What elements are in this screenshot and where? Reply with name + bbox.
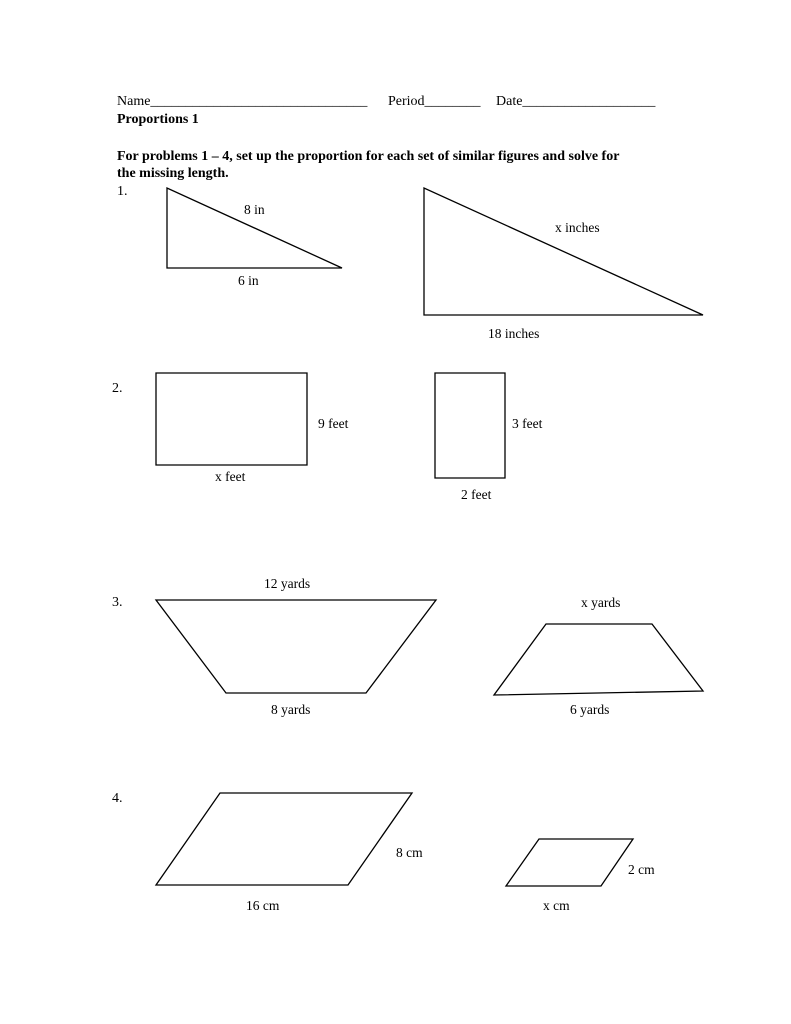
problem-1-base-label: 6 in — [238, 273, 259, 288]
large-right-triangle — [424, 188, 703, 315]
problem-3-top-label: 12 yards — [264, 576, 311, 591]
problem-2-number: 2. — [112, 381, 123, 396]
problem-3-small-bottom-label: 6 yards — [570, 702, 610, 717]
problem-1-number: 1. — [117, 184, 128, 199]
small-right-triangle — [167, 188, 342, 268]
problem-2-small-width-label: 2 feet — [461, 487, 492, 502]
problem-2-unknown-width-label: x feet — [215, 469, 246, 484]
problem-1-hypotenuse-label: 8 in — [244, 202, 265, 217]
problem-3-unknown-top-label: x yards — [581, 595, 621, 610]
small-trapezoid — [494, 624, 703, 695]
problem-3-bottom-label: 8 yards — [271, 702, 311, 717]
worksheet-title: Proportions 1 — [117, 112, 199, 127]
large-parallelogram — [156, 793, 412, 885]
instructions-line-2: the missing length. — [117, 166, 229, 181]
problem-4-base-label: 16 cm — [246, 898, 280, 913]
problem-4-small-side-label: 2 cm — [628, 862, 655, 877]
problem-3-number: 3. — [112, 595, 123, 610]
name-field-line: Name_______________________________ — [117, 94, 368, 109]
problem-1-large-base-label: 18 inches — [488, 326, 540, 341]
large-trapezoid — [156, 600, 436, 693]
problem-1-unknown-hypotenuse-label: x inches — [555, 220, 600, 235]
problem-2-small-height-label: 3 feet — [512, 416, 543, 431]
problem-2-height-label: 9 feet — [318, 416, 349, 431]
period-field-line: Period________ — [388, 94, 481, 109]
small-parallelogram — [506, 839, 633, 886]
date-field-line: Date___________________ — [496, 94, 656, 109]
problem-4-side-label: 8 cm — [396, 845, 423, 860]
small-rectangle — [435, 373, 505, 478]
problem-4-number: 4. — [112, 791, 123, 806]
instructions-line-1: For problems 1 – 4, set up the proportion for each set of similar figures and solve for — [117, 149, 620, 164]
problem-4-unknown-base-label: x cm — [543, 898, 570, 913]
large-rectangle — [156, 373, 307, 465]
